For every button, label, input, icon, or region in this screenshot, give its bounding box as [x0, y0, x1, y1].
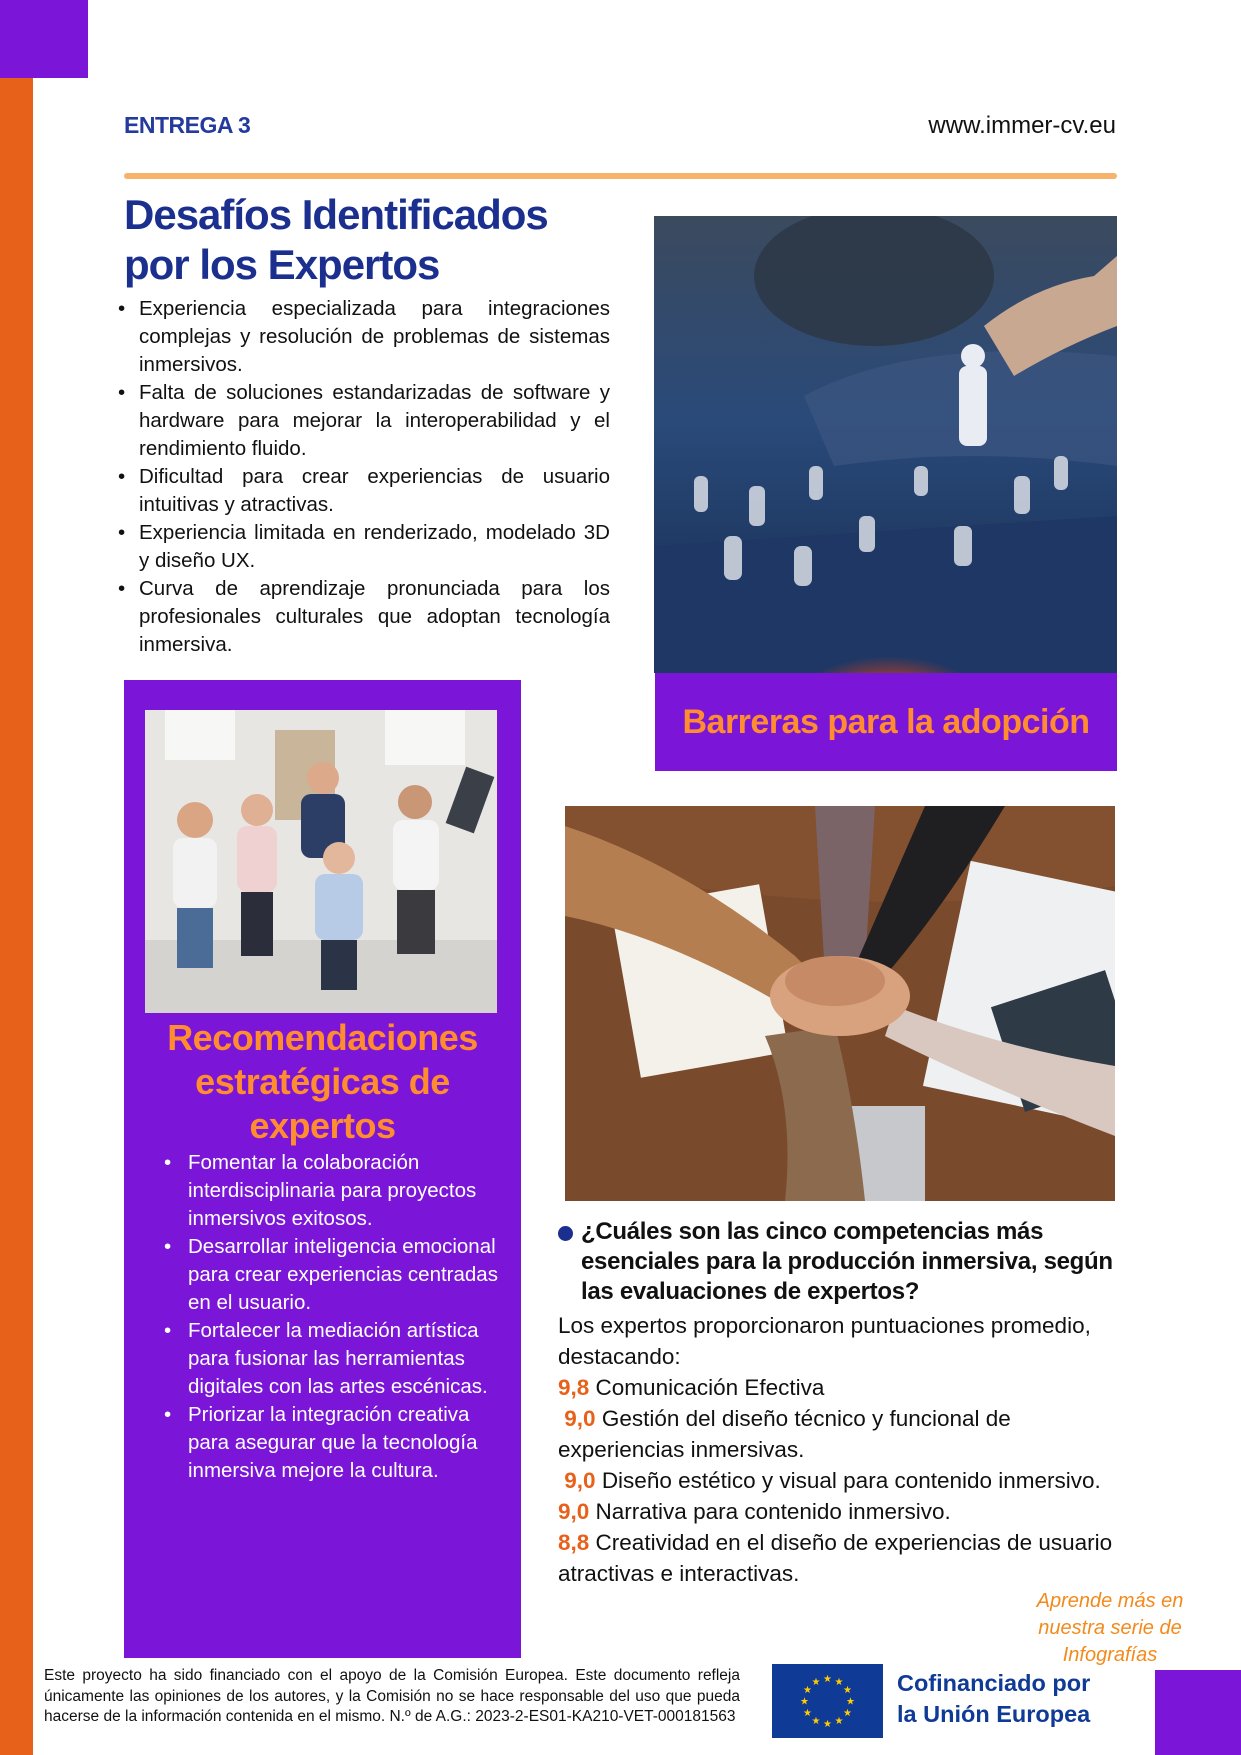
- left-orange-stripe: [0, 0, 33, 1755]
- barriers-caption: Barreras para la adopción: [682, 702, 1090, 741]
- svg-text:★: ★: [811, 1677, 821, 1688]
- score-label: Comunicación Efectiva: [595, 1375, 825, 1400]
- team-photo: [145, 710, 497, 1013]
- page-title-line-1: Desafíos Identificados: [124, 191, 548, 238]
- svg-text:★: ★: [834, 1716, 844, 1727]
- competencies-intro: Los expertos proporcionaron puntuaciones promedio, destacando:: [558, 1313, 1091, 1369]
- score-label: Creatividad en el diseño de experiencias de usuario atractivas e interactivas.: [558, 1530, 1113, 1586]
- learn-more-line-1: Aprende más en: [1036, 1590, 1184, 1612]
- learn-more-link[interactable]: [1020, 1588, 1200, 1669]
- score-label: Diseño estético y visual para contenido inmersivo.: [601, 1468, 1101, 1493]
- top-left-purple-block: [0, 0, 88, 78]
- score-row: [558, 1527, 1118, 1589]
- eu-line-2: la Unión Europea: [897, 1701, 1091, 1727]
- teamwork-hands-photo: [565, 806, 1115, 1201]
- score-row: [558, 1372, 1118, 1403]
- chess-photo: [654, 216, 1117, 673]
- delivery-label: ENTREGA 3: [124, 112, 251, 138]
- score-row: [558, 1465, 1118, 1496]
- score-value: 9,8: [558, 1375, 590, 1400]
- list-item: • Experiencia limitada en renderizado, modelado 3D y diseño UX.: [112, 519, 610, 575]
- score-label: Narrativa para contenido inmersivo.: [595, 1499, 951, 1524]
- list-item: • Falta de soluciones estandarizadas de software y hardware para mejorar la interoperabilidad y el rendimiento fluido.: [112, 379, 610, 463]
- svg-text:★: ★: [803, 1685, 812, 1696]
- bottom-right-purple-block: [1155, 1670, 1241, 1755]
- eu-line-1: Cofinanciado por: [897, 1670, 1091, 1696]
- barriers-caption-box: [655, 673, 1117, 771]
- svg-text:★: ★: [800, 1696, 809, 1708]
- page-title-line-2: por los Expertos: [124, 241, 440, 288]
- score-row: [558, 1403, 1118, 1465]
- recommendations-title-line-2: estratégicas de: [195, 1061, 450, 1102]
- eu-cofunding-label: [897, 1668, 1090, 1730]
- svg-text:★: ★: [846, 1696, 855, 1708]
- svg-text:★: ★: [823, 1674, 832, 1685]
- competencies-question: ¿Cuáles son las cinco competencias más esenciales para la producción inmersiva, según las evaluaciones de expertos?: [581, 1218, 1113, 1305]
- learn-more-line-2: nuestra serie de: [1038, 1617, 1182, 1639]
- list-item: • Dificultad para crear experiencias de usuario intuitivas y atractivas.: [112, 463, 610, 519]
- list-item: • Experiencia especializada para integraciones complejas y resolución de problemas de sistemas inmersivos.: [112, 295, 610, 379]
- list-item: • Curva de aprendizaje pronunciada para los profesionales culturales que adoptan tecnología inmersiva.: [112, 575, 610, 659]
- score-value: 8,8: [558, 1530, 590, 1555]
- list-item: • Priorizar la integración creativa para asegurar que la tecnología inmersiva mejore la cultura.: [160, 1401, 500, 1485]
- learn-more-line-3: Infografías: [1062, 1644, 1158, 1666]
- recommendations-title-line-1: Recomendaciones: [167, 1017, 478, 1058]
- challenges-list: [112, 295, 610, 659]
- recommendations-list: [160, 1149, 500, 1485]
- recommendations-title: [124, 1016, 521, 1148]
- svg-text:★: ★: [834, 1677, 844, 1688]
- competencies-scores: [558, 1310, 1118, 1589]
- svg-text:★: ★: [811, 1716, 821, 1727]
- website-link[interactable]: www.immer-cv.eu: [928, 112, 1116, 139]
- circle-bullet-icon: [558, 1226, 573, 1241]
- header-divider: [124, 173, 1117, 179]
- score-value: 9,0: [564, 1406, 596, 1431]
- eu-flag-icon: [772, 1664, 883, 1738]
- list-item: • Desarrollar inteligencia emocional para crear experiencias centradas en el usuario.: [160, 1233, 500, 1317]
- svg-text:★: ★: [843, 1708, 852, 1719]
- svg-text:★: ★: [803, 1708, 812, 1719]
- score-value: 9,0: [558, 1499, 590, 1524]
- recommendations-title-line-3: expertos: [249, 1105, 396, 1146]
- list-item: • Fortalecer la mediación artística para fusionar las herramientas digitales con las artes escénicas.: [160, 1317, 500, 1401]
- funding-disclaimer: Este proyecto ha sido financiado con el apoyo de la Comisión Europea. Este documento refleja únicamente las opiniones de los autores, y la Comisión no se hace responsable del uso que pueda hacerse de la información contenida en el mismo. N.º de A.G.: 2023-2-ES01-KA210-VET-000181563: [44, 1667, 740, 1725]
- score-value: 9,0: [564, 1468, 596, 1493]
- svg-text:★: ★: [843, 1685, 852, 1696]
- page-title: [124, 190, 624, 290]
- svg-text:★: ★: [823, 1719, 832, 1730]
- list-item: • Fomentar la colaboración interdisciplinaria para proyectos inmersivos exitosos.: [160, 1149, 500, 1233]
- score-row: [558, 1496, 1118, 1527]
- score-label: Gestión del diseño técnico y funcional de experiencias inmersivas.: [558, 1406, 1011, 1462]
